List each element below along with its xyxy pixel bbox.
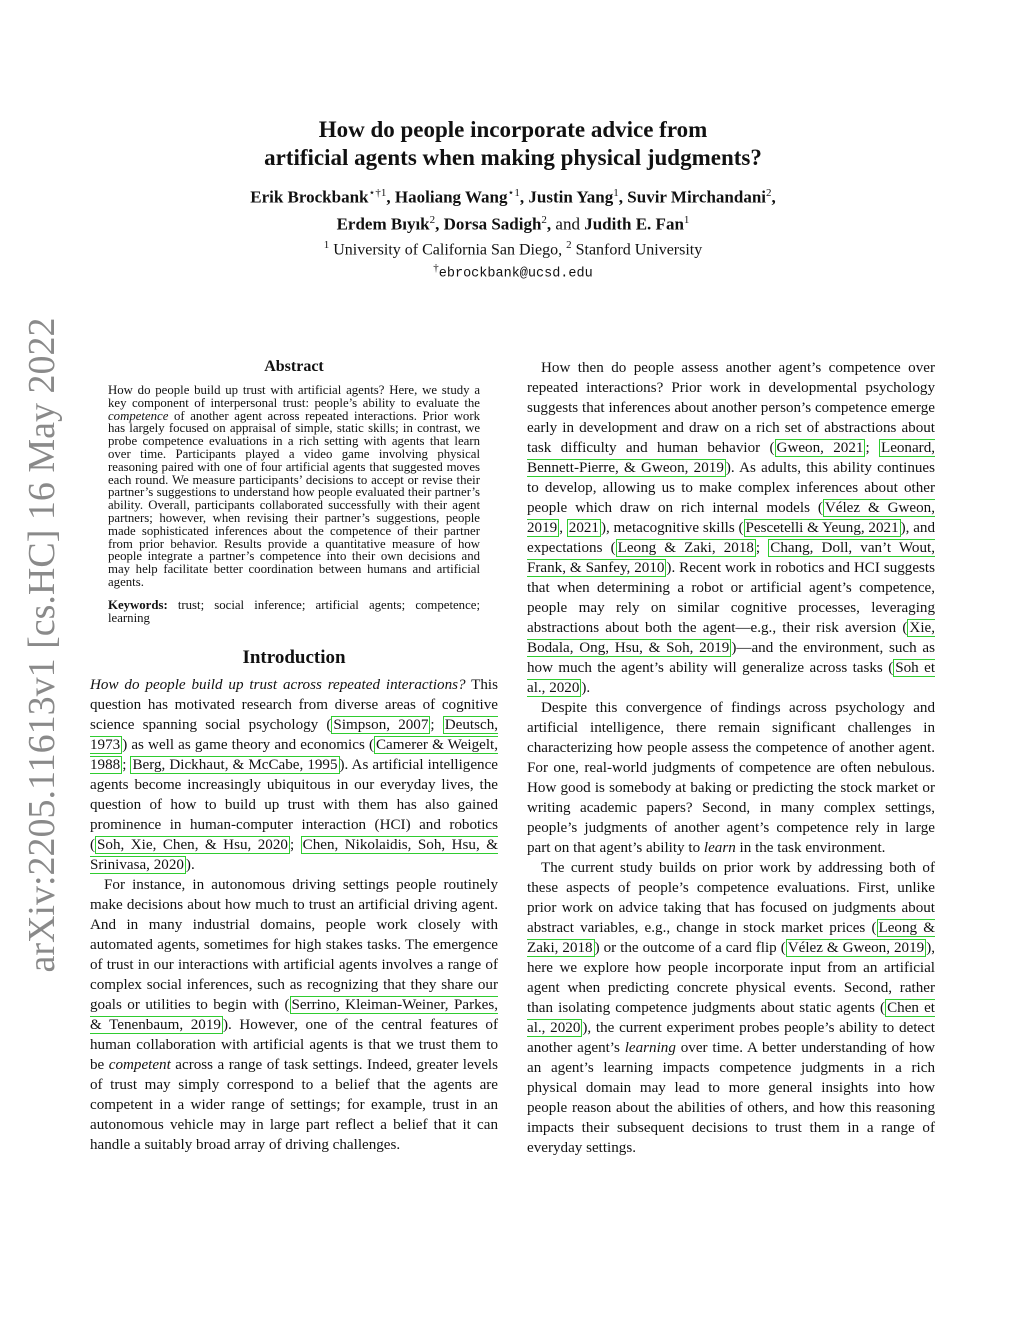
body-paragraph-2: Despite this convergence of findings across psychology and artificial intelligence, there remain significant challenges in characterizing how people assess the competence of another agent. For one, real-world judgments of competence are often nebulous. How good is somebody at baking or predicting the stock market or writing academic papers? Second, in many complex settings, people’s judgments of another agent’s competence rely in large part on that agent’s ability to learn in the task environment. (527, 700, 935, 856)
paper-title: How do people incorporate advice from artificial agents when making physical judgments? (264, 117, 762, 170)
abstract-heading: Abstract (264, 358, 324, 375)
citation-link[interactable]: Simpson, 2007 (333, 716, 429, 733)
citation-link[interactable]: Pescetelli & Yeung, 2021 (745, 520, 899, 536)
citation-link[interactable]: Chen, Nikolaidis, Soh, Hsu, & Srinivasa, 2020 (90, 836, 498, 873)
citation-link[interactable]: Deutsch, 1973 (90, 716, 499, 753)
right-column (527, 358, 935, 1158)
introduction-heading: Introduction (242, 646, 346, 668)
left-column (90, 358, 498, 1155)
affiliations: $^1$ University of California San Diego, $^2$ Stanford University (323, 239, 703, 259)
arxiv-id: arXiv:2205.11613v1 [cs.HC] 16 May 2022 (21, 317, 63, 973)
citation-link[interactable]: Soh, Xie, Chen, & Hsu, 2020 (97, 836, 288, 853)
citation-link[interactable]: Leong & Zaki, 2018 (617, 540, 754, 556)
citation-link[interactable]: Berg, Dickhaut, & McCabe, 1995 (132, 756, 338, 773)
body-paragraph-3: The current study builds on prior work by addressing both of these aspects of people’s competence evaluations. First, unlike prior work on advice taking that has focused on judgments about abstract variables, e.g., change in stock market prices ( Leong & Zaki, 2018 ) or the outcome of a card flip ( Vélez & Gweon, 2019 ), here we explore how people incorporate input from an artificial agent when predicting concrete physical events. Second, rather than isolating competence judgments about static agents ( Chen et al., 2020 ), the current experiment probes people’s ability to detect another agent’s learning over time. A better understanding of how an agent’s learning impacts competence judgments in a rich physical domain may lead to more general insights into how people reason about the abilities of others, and how this reasoning impacts their subsequent decisions to trust them in a range of everyday settings. (527, 860, 935, 1156)
citation-link[interactable]: Camerer & Weigelt, 1988 (90, 736, 499, 773)
citation-link[interactable]: Chang, Doll, van’t Wout, Frank, & Sanfey, 2010 (527, 540, 935, 576)
paper-header (90, 116, 936, 281)
citation-link[interactable]: 2021 (568, 520, 599, 536)
citation-link[interactable]: Leonard, Bennett-Pierre, & Gweon, 2019 (527, 440, 936, 476)
citation-link[interactable]: Vélez & Gweon, 2019 (527, 500, 935, 536)
citation-link[interactable]: Serrino, Kleiman-Weiner, Parkes, & Tenenbaum, 2019 (90, 996, 498, 1033)
citation-link[interactable]: Leong & Zaki, 2018 (527, 920, 935, 956)
citation-link[interactable]: Gweon, 2021 (776, 440, 864, 456)
body-paragraph-1: How then do people assess another agent’s competence over repeated interactions? Prior work in developmental psychology suggests that inferences about another person’s competence emerge early in development and draw on a rich set of abstractions about task difficulty and human behavior ( Gweon, 2021 ; Leonard, Bennett-Pierre, & Gweon, 2019 ). As adults, this ability continues to develop, allowing us to make complex inferences about other people which draw on rich internal models ( Vélez & Gweon, 2019 , 2021 ), metacognitive skills ( Pescetelli & Yeung, 2021 ), and expectations ( Leong & Zaki, 2018 ; Chang, Doll, van’t Wout, Frank, & Sanfey, 2010 ). Recent work in robotics and HCI suggests that when determining a robot or artificial agent’s competence, people may rely on similar cognitive processes, leveraging abstractions about both the agent—e.g., their risk aversion ( Xie, Bodala, Ong, Hsu, & Soh, 2019 )—and the environment, such as how much the agent’s ability will generalize across tasks ( Soh et al., 2020 ). (527, 360, 936, 696)
citation-link[interactable]: Soh et al., 2020 (527, 660, 936, 696)
arxiv-stamp (12, 317, 72, 973)
citation-link[interactable]: Chen et al., 2020 (527, 1000, 935, 1036)
citation-link[interactable]: Xie, Bodala, Ong, Hsu, & Soh, 2019 (527, 620, 935, 656)
abstract-text: How do people build up trust with artificial agents? Here, we study a key component of interpersonal trust: people’s ability to evaluate the competence of another agent across repeated interactions. Prior work has largely focused on appraisal of simple, static skills; in contrast, we probe competence evaluations in a rich setting with agents that learn over time. Participants played a video game involving physical reasoning paired with one of four artificial agents that suggested moves each round. We measure participants’ decisions to accept or revise their partner’s suggestions to understand how people evaluated their partner’s ability. Overall, participants collaborated successfully with their agent partners; however, when revising their partner’s suggestions, people made sophisticated inferences about the competence of their partner from prior behavior. Results provide a quantitative measure of how people integrate a partner’s competence into their own decisions and may help facilitate better coordination between humans and artificial agents. (108, 383, 480, 589)
author-list: Erik Brockbank$^{⋆\dagger 1}$, Haoliang Wang$^{⋆1}$, Justin Yang$^1$, Suvir Mirchandani$^2$, Erdem Bıyık$^2$, Dorsa Sadigh$^2$, and Judith E. Fan$^1$ (250, 187, 776, 234)
contact-email[interactable]: †ebrockbank@ucsd.edu (433, 261, 593, 282)
keywords: Keywords: trust; social inference; artificial agents; competence; learning (108, 597, 480, 625)
intro-paragraph-2: For instance, in autonomous driving settings people routinely make decisions about how much to trust an artificial driving agent. And in many industrial domains, people work closely with automated agents, sometimes for high stakes tasks. The emergence of trust in our interactions with artificial agents involves a range of complex social inferences, such as recognizing that they share our goals or utilities to begin with ( Serrino, Kleiman-Weiner, Parkes, & Tenenbaum, 2019 ). However, one of the central features of human collaboration with artificial agents is that we trust them to be competent across a range of task settings. Indeed, greater levels of trust may simply correspond to a belief that the agents are competent in a wider range of settings; for example, trust in an autonomous vehicle may in large part reflect a belief that it can handle a suitably broad array of driving challenges. (90, 876, 499, 1153)
citation-link[interactable]: Vélez & Gweon, 2019 (787, 940, 925, 956)
intro-paragraph-1: How do people build up trust across repeated interactions? This question has motivated research from diverse areas of cognitive science spanning social psychology ( Simpson, 2007 ; Deutsch, 1973 ) as well as game theory and economics ( Camerer & Weigelt, 1988 ; Berg, Dickhaut, & McCabe, 1995 ). As artificial intelligence agents become increasingly ubiquitous in our everyday lives, the question of how to build up trust with them has also gained prominence in human-computer interaction (HCI) and robotics ( Soh, Xie, Chen, & Hsu, 2020 ; Chen, Nikolaidis, Soh, Hsu, & Srinivasa, 2020 ). (90, 676, 499, 873)
